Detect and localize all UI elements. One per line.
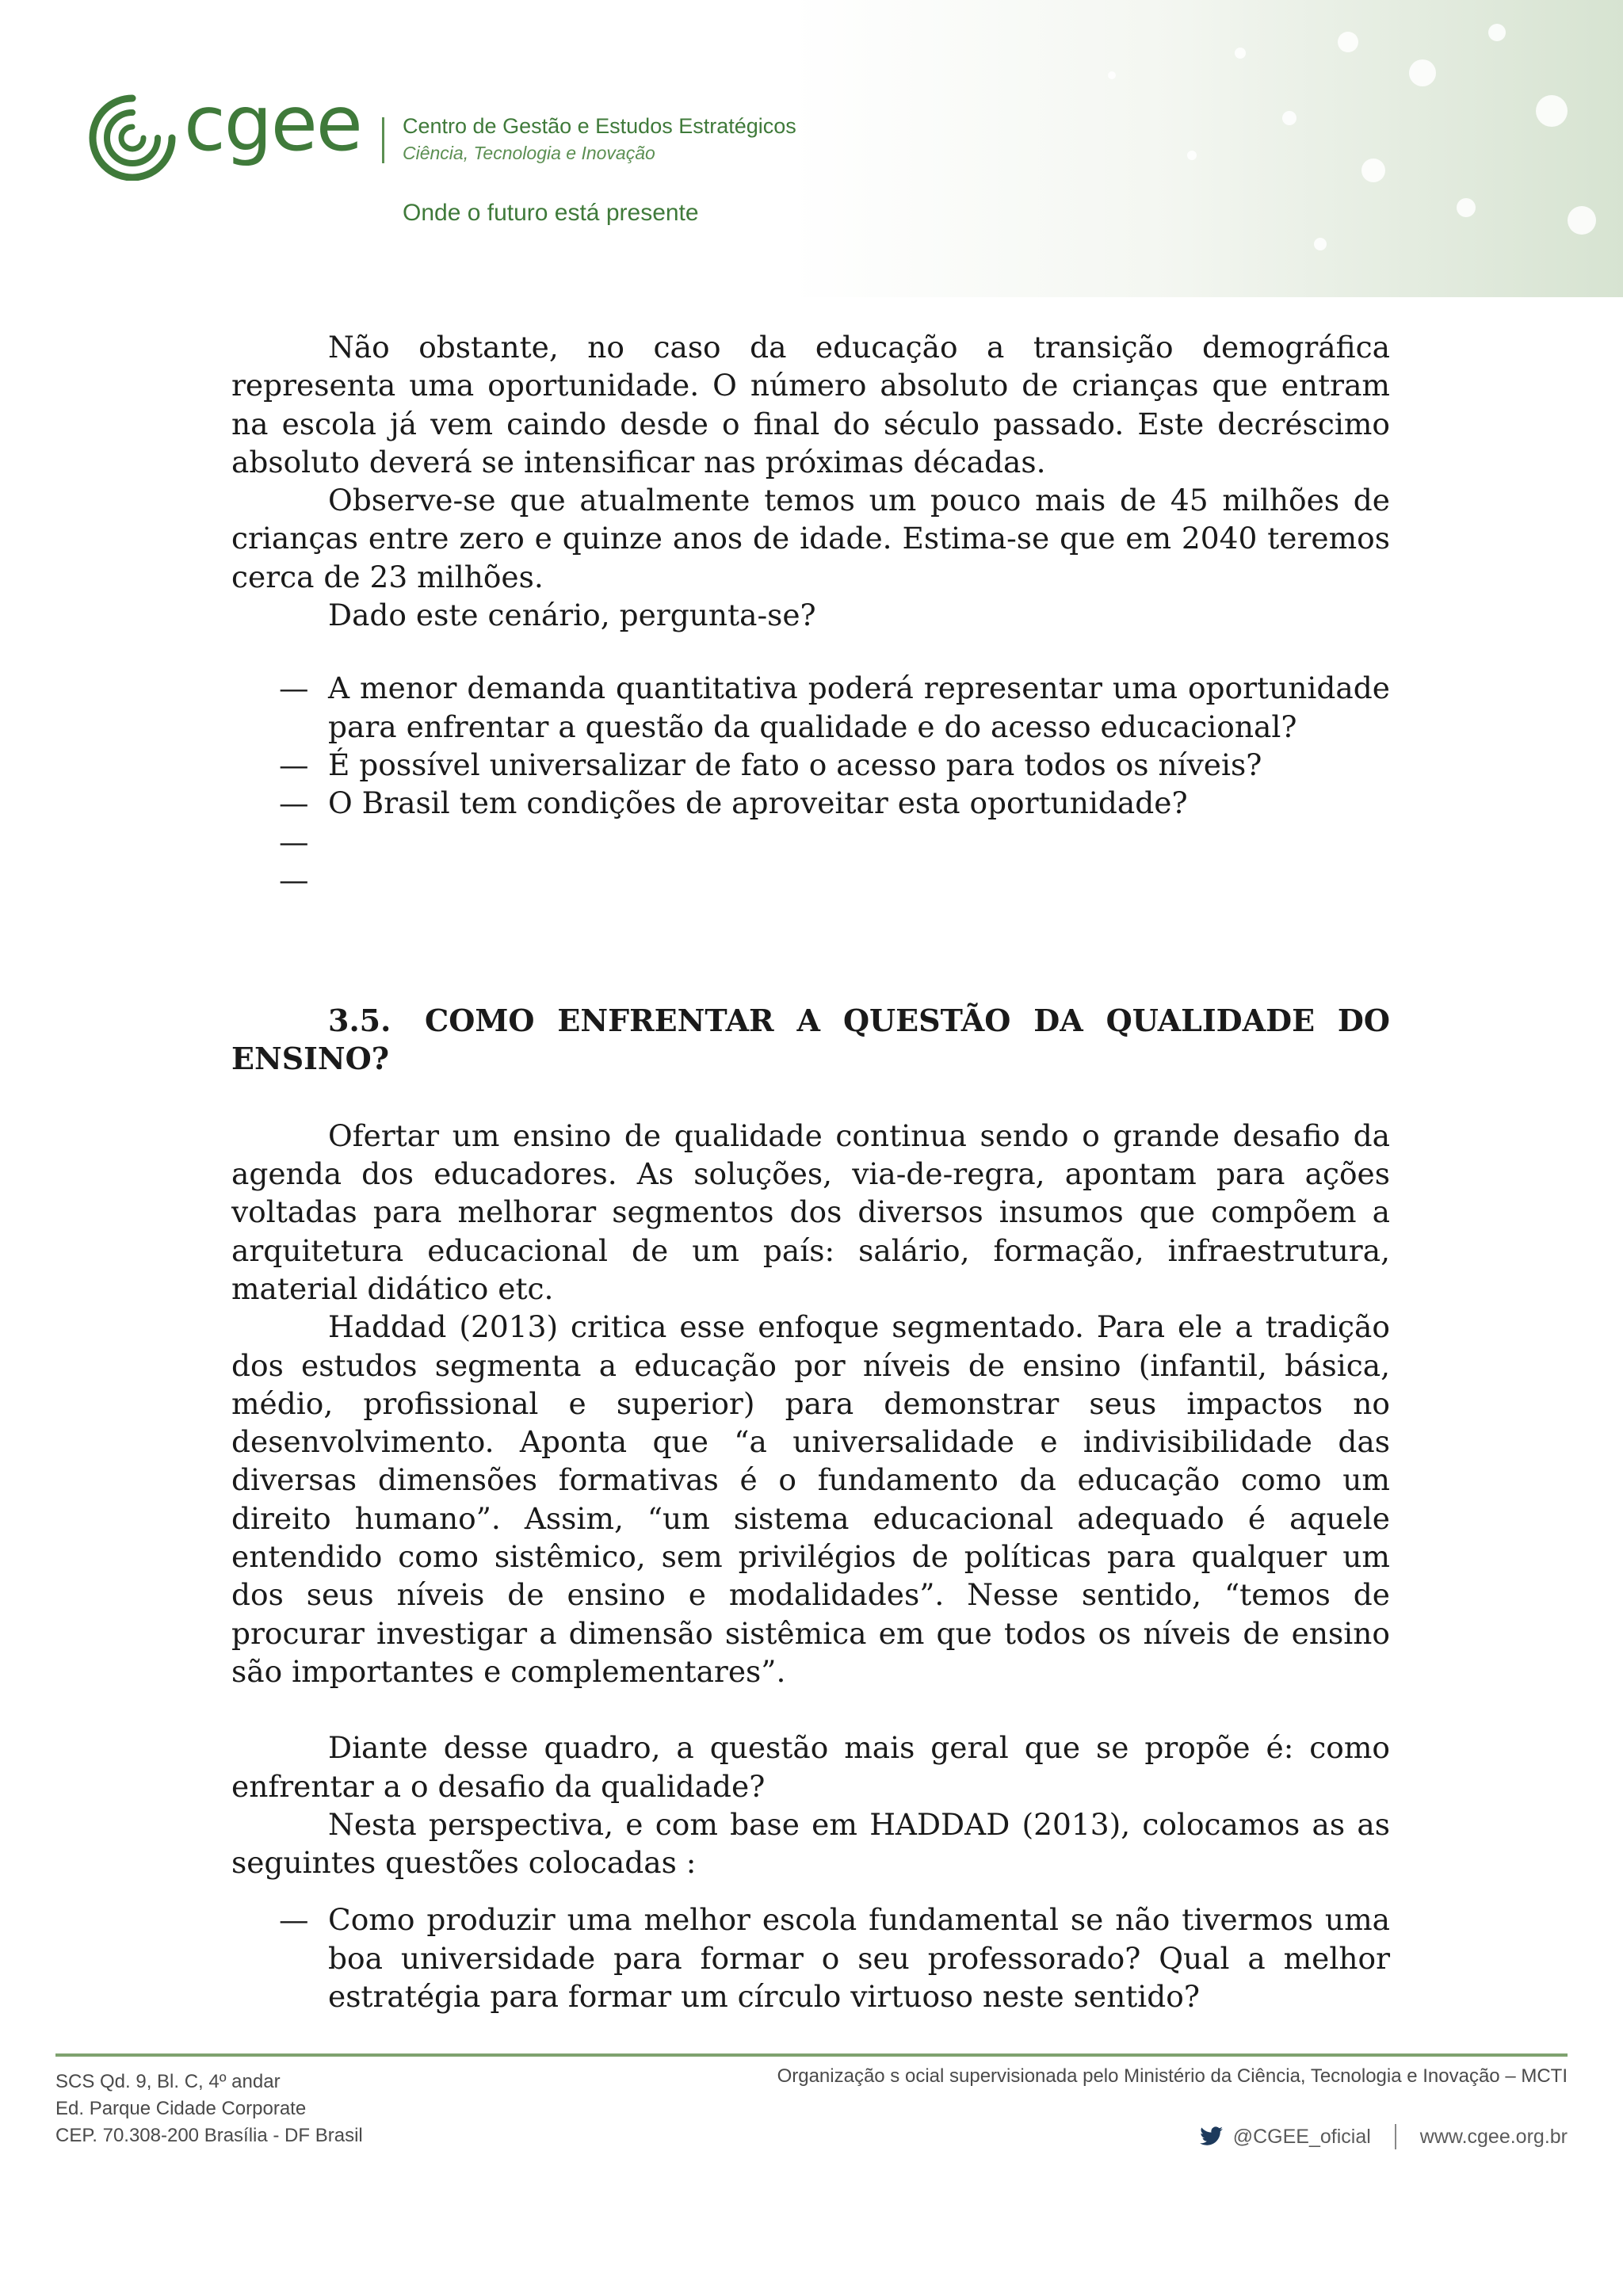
list-item bbox=[231, 1901, 1390, 2015]
dash-marker: — bbox=[279, 861, 309, 897]
cgee-logo-icon bbox=[87, 94, 178, 181]
list-item-empty bbox=[231, 861, 1390, 899]
list-item-text: O Brasil tem condições de aproveitar esta oportunidade? bbox=[328, 785, 1188, 821]
list-item-text: Como produzir uma melhor escola fundamental se não tivermos uma boa universidade para formar o seu professorado? Qual a melhor estratégia para formar um círculo virtuoso neste sentido? bbox=[328, 1902, 1390, 2014]
org-subtitle: Ciência, Tecnologia e Inovação bbox=[403, 143, 655, 163]
address-line: SCS Qd. 9, Bl. C, 4º andar bbox=[55, 2071, 281, 2092]
header-decoration bbox=[791, 0, 1623, 297]
dash-marker: — bbox=[279, 747, 309, 782]
page-header bbox=[0, 0, 1623, 301]
section-title: COMO ENFRENTAR A QUESTÃO DA QUALIDADE DO ENSINO? bbox=[231, 1003, 1390, 1077]
paragraph-5: Haddad (2013) critica esse enfoque segmentado. Para ele a tradição dos estudos segmenta a educação por níveis de ensino (infantil, básica, médio, profissional e superior) para demonstrar seus impactos no desenvolvimento. Aponta que “a universalidade e indivisibilidade das diversas dimensões formativas é o fundamento da educação como um direito humano”. Assim, “um sistema educacional adequado é aquele entendido como sistêmico, sem privilégios de políticas para qualquer um dos seus níveis de ensino e modalidades”. Nesse sentido, “temos de procurar investigar a dimensão sistêmica em que todos os níveis de ensino são importantes e complementares”. bbox=[231, 1309, 1390, 1689]
brand-separator bbox=[382, 117, 384, 163]
document-body bbox=[231, 328, 1390, 2015]
dash-marker: — bbox=[279, 785, 309, 821]
paragraph-4: Ofertar um ensino de qualidade continua sendo o grande desafio da agenda dos educadores. As soluções, via-de-regra, apontam para ações voltadas para melhorar segmentos dos diversos insumos que compõem a arquitetura educacional de um país: salário, formação, infraestrutura, material didático etc. bbox=[231, 1117, 1390, 1306]
list-item-text: A menor demanda quantitativa poderá representar uma oportunidade para enfrentar a questão da qualidade e do acesso educacional? bbox=[328, 670, 1390, 744]
list-item bbox=[231, 746, 1390, 784]
list-item-text: É possível universalizar de fato o acesso para todos os níveis? bbox=[328, 747, 1262, 782]
paragraph-7: Nesta perspectiva, e com base em HADDAD (2013), colocamos as as seguintes questões colocadas : bbox=[231, 1806, 1390, 1881]
list-item bbox=[231, 784, 1390, 822]
social-separator bbox=[1395, 2124, 1396, 2149]
brand-wordmark: cgee bbox=[184, 79, 361, 168]
website-link[interactable]: www.cgee.org.br bbox=[1419, 2125, 1568, 2148]
twitter-handle-link[interactable]: @CGEE_oficial bbox=[1232, 2125, 1371, 2148]
footer-org-note: Organização s ocial supervisionada pelo Ministério da Ciência, Tecnologia e Inovação – MCTI bbox=[777, 2065, 1568, 2087]
paragraph-6: Diante desse quadro, a questão mais geral que se propõe é: como enfrentar a o desafio da qualidade? bbox=[231, 1730, 1390, 1804]
tagline: Onde o futuro está presente bbox=[403, 200, 699, 226]
twitter-icon bbox=[1200, 2126, 1224, 2147]
org-name: Centro de Gestão e Estudos Estratégicos bbox=[403, 114, 796, 138]
address-line: Ed. Parque Cidade Corporate bbox=[55, 2098, 307, 2119]
list-item-empty bbox=[231, 823, 1390, 861]
footer-divider bbox=[55, 2053, 1568, 2057]
dash-marker: — bbox=[279, 670, 309, 706]
section-heading bbox=[231, 1002, 1390, 1079]
footer-social bbox=[1200, 2124, 1568, 2149]
dash-marker: — bbox=[279, 823, 309, 859]
address-line: CEP. 70.308-200 Brasília - DF Brasil bbox=[55, 2125, 363, 2146]
list-item bbox=[231, 669, 1390, 746]
section-number: 3.5. bbox=[328, 1003, 391, 1039]
question-list-2 bbox=[231, 1901, 1390, 2015]
footer-address bbox=[55, 2069, 363, 2149]
dash-marker: — bbox=[279, 1902, 309, 1938]
paragraph-1: Não obstante, no caso da educação a transição demográfica representa uma oportunidade. O número absoluto de crianças que entram na escola já vem caindo desde o final do século passado. Este decréscimo absoluto deverá se intensificar nas próximas décadas. bbox=[231, 330, 1390, 479]
paragraph-3: Dado este cenário, pergunta-se? bbox=[328, 598, 816, 633]
paragraph-2: Observe-se que atualmente temos um pouco mais de 45 milhões de crianças entre zero e quinze anos de idade. Estima-se que em 2040 teremos cerca de 23 milhões. bbox=[231, 483, 1390, 594]
question-list-1 bbox=[231, 669, 1390, 899]
